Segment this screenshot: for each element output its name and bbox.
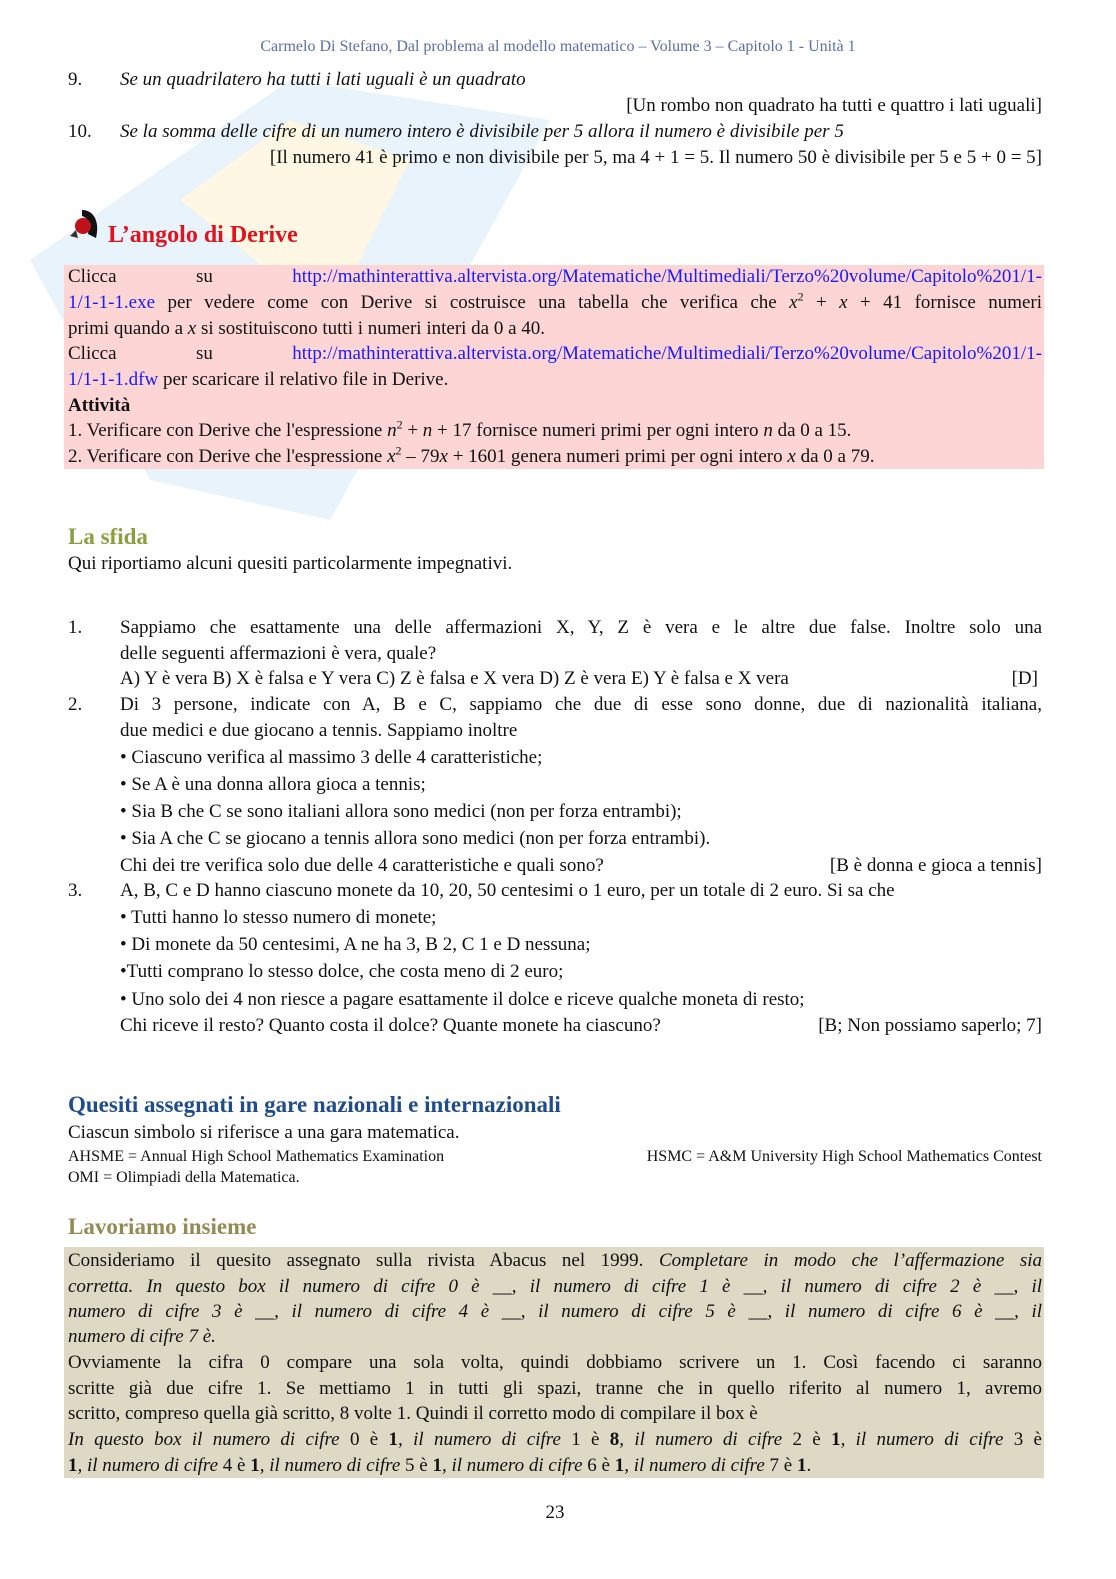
text: da 0 a 79.	[795, 446, 875, 467]
derive-line	[68, 264, 1042, 290]
statement-10	[120, 119, 1042, 145]
bullet-item: • Uno solo dei 4 non riesce a pagare esattamente il dolce e riceve qualche moneta di resto;	[120, 989, 805, 1010]
solution-line: 1, il numero di cifre 4 è 1, il numero di cifre 5 è 1, il numero di cifre 6 è 1, il numero di cifre 7 è 1.	[68, 1455, 812, 1476]
item-number: 1.	[68, 617, 83, 638]
activity-1: 1. Verificare con Derive che l'espressione $n^2 + n + 17$ fornisce numeri primi per ogni intero n da 0 a 15.	[68, 417, 852, 441]
problem-3-answer: [B; Non possiamo saperlo; 7]	[818, 1015, 1042, 1036]
text: fornisce numeri	[902, 292, 1042, 313]
bullet-item: • Se A è una donna allora gioca a tennis;	[120, 774, 426, 795]
bullet-item: • Di monete da 50 centesimi, A ne ha 3, B 2, C 1 e D nessuna;	[120, 934, 591, 955]
bullet-item: • Ciascuno verifica al massimo 3 delle 4 caratteristiche;	[120, 747, 543, 768]
problem-2-answer: [B è donna e gioca a tennis]	[829, 855, 1042, 876]
insieme-line: Ovviamente la cifra 0 compare una sola volta, quindi dobbiamo scrivere un 1. Così facendo ci saranno	[68, 1352, 1042, 1373]
gare-intro: Ciascun simbolo si riferisce a una gara matematica.	[68, 1122, 460, 1143]
bullet-item: • Tutti hanno lo stesso numero di monete;	[120, 907, 437, 928]
statement-9	[120, 67, 1042, 93]
bullet-item: • Sia B che C se sono italiani allora sono medici (non per forza entrambi);	[120, 801, 682, 822]
derive-title: L’angolo di Derive	[108, 222, 298, 248]
bullet-item: • Sia A che C se giocano a tennis allora sono medici (non per forza entrambi).	[120, 828, 711, 849]
text: per vedere come con Derive si costruisce una tabella che verifica che	[155, 292, 790, 313]
derive-logo-icon	[68, 208, 102, 242]
insieme-line	[68, 1324, 1042, 1350]
item-number: 10.	[68, 121, 92, 142]
text: per scaricare il relativo file in Derive.	[158, 369, 449, 390]
insieme-title: Lavoriamo insieme	[68, 1214, 257, 1239]
statement-text: Se la somma delle cifre di un numero intero è divisibile per 5 allora il numero è divisibile per 5	[120, 121, 844, 142]
bullet-item: •Tutti comprano lo stesso dolce, che costa meno di 2 euro;	[120, 961, 564, 982]
insieme-line: scritto, compreso quella già scritto, 8 volte 1. Quindi il corretto modo di compilare il box è	[68, 1403, 758, 1424]
running-header: Carmelo Di Stefano, Dal problema al modello matematico – Volume 3 – Capitolo 1 - Unità 1	[260, 38, 856, 55]
activity-2: 2. Verificare con Derive che l'espressione $x^2 - 79x + 1601$ genera numeri primi per ogni intero x da 0 a 79.	[68, 443, 875, 467]
dfw-link-end[interactable]: 1/1-1-1.dfw	[68, 369, 159, 390]
exe-link-end[interactable]: 1/1-1-1.exe	[68, 292, 156, 313]
item-number: 3.	[68, 880, 83, 901]
problem-1-line: Sappiamo che esattamente una delle affermazioni X, Y, Z è vera e le altre due false. Inoltre solo una	[120, 617, 1042, 638]
insieme-line	[68, 1248, 1042, 1274]
text: Clicca su	[68, 266, 293, 287]
sfida-intro: Qui riportiamo alcuni quesiti particolarmente impegnativi.	[68, 553, 513, 574]
exe-link[interactable]: http://mathinterattiva.altervista.org/Matematiche/Multimediali/Terzo%20volume/Capitolo%201/1-	[292, 266, 1042, 287]
derive-line: primi quando a x si sostituiscono tutti i numeri interi da 0 a 40.	[68, 318, 546, 339]
dfw-link[interactable]: http://mathinterattiva.altervista.org/Matematiche/Multimediali/Terzo%20volume/Capitolo%201/1-	[292, 343, 1042, 364]
solution-line: In questo box il numero di cifre 0 è 1, il numero di cifre 1 è 8, il numero di cifre 2 è 1, il numero di cifre 3 è	[68, 1429, 1042, 1450]
problem-2-line: Di 3 persone, indicate con A, B e C, sappiamo che due di esse sono donne, due di nazionalità italiana,	[120, 694, 1042, 715]
problem-2-line: due medici e due giocano a tennis. Sappiamo inoltre	[120, 720, 518, 741]
text: Completare in modo che l’affermazione sia	[658, 1250, 1042, 1271]
ahsme-legend: AHSME = Annual High School Mathematics Examination	[68, 1148, 445, 1165]
statement-text: Se un quadrilatero ha tutti i lati uguali è un quadrato	[120, 69, 526, 90]
text: Clicca su	[68, 343, 293, 364]
text: da 0 a 15.	[772, 420, 852, 441]
problem-1-options: A) Y è vera B) X è falsa e Y vera C) Z è falsa e X vera D) Z è vera E) Y è falsa e X vera	[120, 668, 789, 689]
sfida-title: La sfida	[68, 524, 148, 549]
attivita-heading: Attività	[68, 395, 131, 416]
problem-2-question: Chi dei tre verifica solo due delle 4 caratteristiche e quali sono?	[120, 855, 604, 876]
answer-9: [Un rombo non quadrato ha tutti e quattro i lati uguali]	[626, 95, 1042, 116]
item-number: 9.	[68, 69, 83, 90]
derive-line	[68, 367, 1042, 393]
omi-legend: OMI = Olimpiadi della Matematica.	[68, 1169, 300, 1186]
text: Consideriamo il quesito assegnato sulla rivista Abacus nel 1999.	[68, 1250, 659, 1271]
problem-1-answer: [D]	[1011, 668, 1038, 689]
problem-3-line: A, B, C e D hanno ciascuno monete da 10, 20, 50 centesimi o 1 euro, per un totale di 2 euro. Si sa che	[120, 880, 895, 901]
text: fornisce numeri primi per ogni intero	[471, 420, 764, 441]
answer-10: [Il numero 41 è primo e non divisibile per 5, ma 4 + 1 = 5. Il numero 50 è divisibile per 5 e 5 + 0 = 5]	[269, 147, 1042, 168]
text: primi quando a	[68, 318, 188, 339]
text: genera numeri primi per ogni intero	[506, 446, 788, 467]
gare-title: Quesiti assegnati in gare nazionali e internazionali	[68, 1092, 561, 1117]
text: 2. Verificare con Derive che l'espressione	[68, 446, 388, 467]
derive-line	[68, 341, 1042, 367]
item-number: 2.	[68, 694, 83, 715]
insieme-line	[68, 1274, 1042, 1300]
problem-1-line: delle seguenti affermazioni è vera, quale?	[120, 643, 437, 664]
text: numero di cifre 7 è.	[68, 1326, 216, 1347]
text: si sostituiscono tutti i numeri interi da 0 a 40.	[196, 318, 546, 339]
problem-3-question: Chi riceve il resto? Quanto costa il dolce? Quante monete ha ciascuno?	[120, 1015, 661, 1036]
derive-line: 1/1-1-1.exe per vedere come con Derive si costruisce una tabella che verifica che $x^2 + x + 41$ fornisce numeri	[68, 290, 1042, 313]
text: corretta. In questo box il numero di cifre 0 è __, il numero di cifre 1 è __, il numero di cifre 2 è __, il	[68, 1276, 1042, 1297]
hsmc-legend: HSMC = A&M University High School Mathematics Contest	[646, 1148, 1042, 1165]
insieme-line: scritte già due cifre 1. Se mettiamo 1 in tutti gli spazi, tranne che in quello riferito al numero 1, avremo	[68, 1378, 1042, 1399]
text: numero di cifre 3 è __, il numero di cifre 4 è __, il numero di cifre 5 è __, il numero di cifre 6 è __, il	[68, 1301, 1042, 1322]
page-number: 23	[545, 1502, 565, 1523]
insieme-line	[68, 1299, 1042, 1325]
text: 1. Verificare con Derive che l'espressione	[68, 420, 388, 441]
